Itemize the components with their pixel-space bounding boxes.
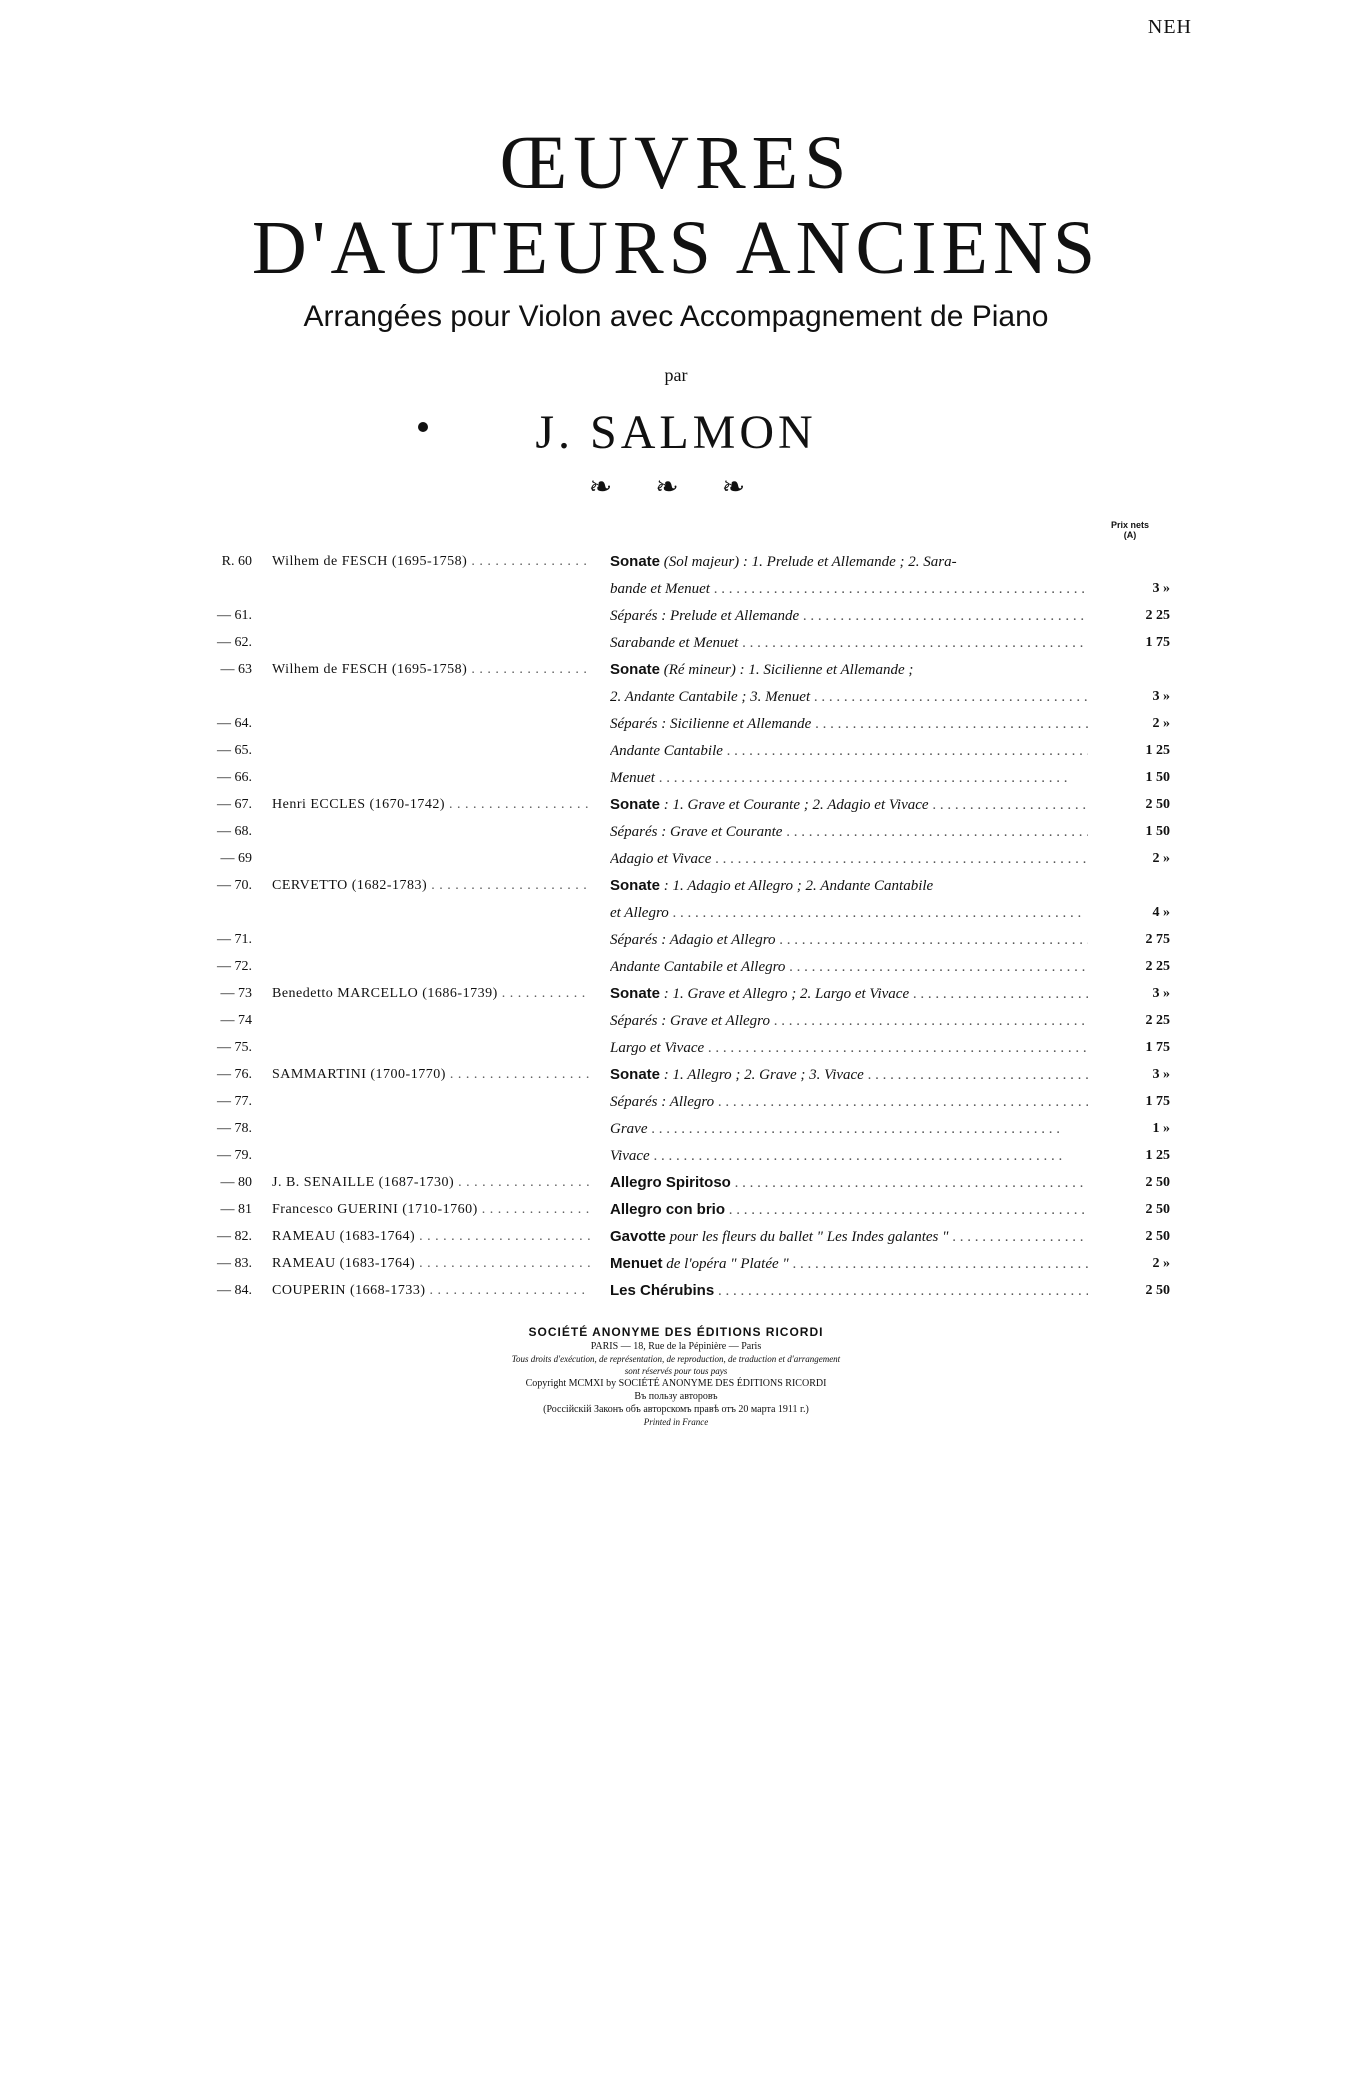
composer-name: RAMEAU (1683-1764) . . . — [272, 1250, 590, 1277]
piece-title — [610, 764, 1088, 792]
price: 1 75 — [1145, 1040, 1170, 1055]
piece-title — [610, 710, 1088, 738]
catalog-row — [0, 602, 1352, 629]
catalog-number: — 65. — [217, 743, 252, 758]
piece-form: Sonate — [610, 661, 661, 678]
catalog-number: — 81 — [220, 1202, 252, 1217]
piece-detail: 2. Andante Cantabile ; 3. Menuet — [610, 689, 811, 705]
catalog-number: — 84. — [217, 1283, 252, 1298]
piece-title — [610, 818, 1088, 846]
russian-line-2: (Россійскій Законъ объ авторскомъ правѣ отъ 20 марта 1911 г.) — [543, 1404, 809, 1415]
catalog-number: — 73 — [220, 986, 252, 1001]
piece-form: Les Chérubins — [610, 1282, 715, 1299]
piece-title — [610, 899, 1088, 927]
catalog-row — [0, 629, 1352, 656]
catalog-row — [0, 980, 1352, 1007]
piece-title — [610, 1034, 1088, 1062]
catalog-row — [0, 710, 1352, 737]
piece-title — [610, 629, 1088, 657]
price: 2 50 — [1145, 1202, 1170, 1217]
composer-name: Henri ECCLES (1670-1742) . . . — [272, 791, 590, 818]
price: 2 25 — [1145, 608, 1170, 623]
catalog-row — [0, 656, 1352, 683]
catalog-number: — 68. — [217, 824, 252, 839]
price: 2 75 — [1145, 932, 1170, 947]
piece-title — [610, 683, 1088, 711]
piece-title — [610, 1250, 1088, 1278]
catalog-number: — 75. — [217, 1040, 252, 1055]
composer-name: RAMEAU (1683-1764) . . . — [272, 1223, 590, 1250]
piece-form: Allegro Spiritoso — [610, 1174, 731, 1191]
piece-detail: Séparés : Grave et Allegro — [610, 1013, 770, 1029]
price: 3 » — [1152, 689, 1170, 704]
price: 1 25 — [1145, 743, 1170, 758]
piece-detail: Largo et Vivace — [610, 1040, 705, 1056]
price: 3 » — [1152, 581, 1170, 596]
catalog-number: — 76. — [217, 1067, 252, 1082]
catalog-number: — 74 — [220, 1013, 252, 1028]
catalog-row — [0, 1061, 1352, 1088]
price: 2 » — [1152, 851, 1170, 866]
catalog-row — [0, 1142, 1352, 1169]
catalog-row — [0, 926, 1352, 953]
composer-name: CERVETTO (1682-1783) . . . — [272, 872, 590, 899]
price: 1 25 — [1145, 1148, 1170, 1163]
piece-detail: : 1. Allegro ; 2. Grave ; 3. Vivace — [663, 1067, 864, 1083]
catalog-row — [0, 1034, 1352, 1061]
catalog-row — [0, 845, 1352, 872]
catalog-row — [0, 548, 1352, 575]
piece-detail: Séparés : Sicilienne et Allemande — [610, 716, 812, 732]
piece-form: Gavotte — [610, 1228, 666, 1245]
piece-title — [610, 575, 1088, 603]
catalog-row — [0, 791, 1352, 818]
catalog-number: — 71. — [217, 932, 252, 947]
piece-title — [610, 1277, 1088, 1305]
piece-detail: Menuet — [610, 770, 655, 786]
piece-title — [610, 1115, 1088, 1143]
piece-title — [610, 1061, 1088, 1089]
piece-detail: (Ré mineur) : 1. Sicilienne et Allemande ; — [663, 662, 914, 678]
piece-title — [610, 845, 1088, 873]
catalog-number: — 61. — [217, 608, 252, 623]
piece-title — [610, 1169, 1088, 1197]
catalog-number: — 62. — [217, 635, 252, 650]
price: 3 » — [1152, 986, 1170, 1001]
price: 2 50 — [1145, 1175, 1170, 1190]
piece-form: Sonate — [610, 985, 661, 1002]
catalog-number: — 78. — [217, 1121, 252, 1136]
price: 1 » — [1152, 1121, 1170, 1136]
corner-mark: NEH — [1147, 16, 1192, 38]
price: 2 50 — [1145, 1283, 1170, 1298]
catalog-number: — 70. — [217, 878, 252, 893]
piece-form: Sonate — [610, 877, 661, 894]
catalog-row — [0, 1277, 1352, 1304]
piece-detail: Séparés : Prelude et Allemande — [610, 608, 800, 624]
piece-detail: : 1. Adagio et Allegro ; 2. Andante Cantabile — [663, 878, 934, 894]
piece-title — [610, 1007, 1088, 1035]
catalog-row — [0, 1223, 1352, 1250]
piece-title — [610, 926, 1088, 954]
piece-form: Menuet — [610, 1255, 663, 1272]
catalog-number: — 80 — [220, 1175, 252, 1190]
catalog-row — [0, 1007, 1352, 1034]
piece-detail: : 1. Grave et Allegro ; 2. Largo et Vivace — [663, 986, 910, 1002]
piece-detail: Vivace — [610, 1148, 650, 1164]
piece-title — [610, 548, 1088, 576]
copyright-line: Copyright MCMXI by SOCIÉTÉ ANONYME DES ÉDITIONS RICORDI — [525, 1378, 827, 1389]
piece-detail: Sarabande et Menuet — [610, 635, 739, 651]
publisher-address: PARIS — 18, Rue de la Pépinière — Paris — [590, 1341, 762, 1352]
catalog-row — [0, 764, 1352, 791]
catalog-number: — 66. — [217, 770, 252, 785]
catalog-number: — 72. — [217, 959, 252, 974]
piece-detail: pour les fleurs du ballet " Les Indes galantes " — [669, 1229, 949, 1245]
catalog-number: — 67. — [217, 797, 252, 812]
catalog-number: — 79. — [217, 1148, 252, 1163]
composer-name: Francesco GUERINI (1710-1760) . . . — [272, 1196, 590, 1223]
piece-form: Sonate — [610, 553, 661, 570]
publisher-name: SOCIÉTÉ ANONYME DES ÉDITIONS RICORDI — [528, 1325, 824, 1339]
author-name: J. SALMON — [535, 406, 817, 459]
catalog-list — [0, 548, 1352, 1304]
catalog-row — [0, 872, 1352, 899]
rights-line-1: Tous droits d'exécution, de représentation, de reproduction, de traduction et d'arrangement — [511, 1354, 841, 1364]
catalog-row — [0, 818, 1352, 845]
catalog-row — [0, 1250, 1352, 1277]
price: 4 » — [1152, 905, 1170, 920]
piece-title — [610, 656, 1088, 684]
catalog-number: — 64. — [217, 716, 252, 731]
piece-detail: Séparés : Allegro — [610, 1094, 715, 1110]
catalog-row — [0, 1115, 1352, 1142]
piece-title — [610, 1196, 1088, 1224]
composer-name: SAMMARTINI (1700-1770) . . . — [272, 1061, 590, 1088]
price: 1 75 — [1145, 1094, 1170, 1109]
composer-name: J. B. SENAILLE (1687-1730) . . . — [272, 1169, 590, 1196]
price: 2 » — [1152, 716, 1170, 731]
price: 2 25 — [1145, 959, 1170, 974]
by-label: par — [664, 365, 688, 385]
piece-form: Sonate — [610, 1066, 661, 1083]
russian-line-1: Въ пользу авторовъ — [634, 1391, 718, 1402]
piece-title — [610, 872, 1088, 900]
price: 2 50 — [1145, 1229, 1170, 1244]
ornament-icon: ❧ ❧ ❧ — [588, 472, 764, 503]
piece-detail: bande et Menuet — [610, 581, 710, 597]
piece-detail: et Allegro — [610, 905, 669, 921]
rights-line-2: sont réservés pour tous pays — [624, 1366, 728, 1376]
price: 1 75 — [1145, 635, 1170, 650]
piece-detail: : 1. Grave et Courante ; 2. Adagio et Vivace — [663, 797, 929, 813]
price-header-sub: (A) — [1123, 530, 1137, 540]
page-title-line-1: ŒUVRES — [499, 121, 853, 205]
catalog-row — [0, 575, 1352, 602]
catalog-number: — 77. — [217, 1094, 252, 1109]
piece-form: Sonate — [610, 796, 661, 813]
piece-title — [610, 953, 1088, 981]
piece-detail: Séparés : Grave et Courante — [610, 824, 783, 840]
composer-name: Wilhem de FESCH (1695-1758) . . . — [272, 656, 590, 683]
piece-title — [610, 1142, 1088, 1170]
printed-in: Printed in France — [643, 1417, 709, 1427]
price: 2 50 — [1145, 797, 1170, 812]
price: 2 25 — [1145, 1013, 1170, 1028]
catalog-number: — 63 — [220, 662, 252, 677]
piece-detail: Adagio et Vivace — [610, 851, 712, 867]
price: 3 » — [1152, 1067, 1170, 1082]
subtitle: Arrangées pour Violon avec Accompagnement de Piano — [303, 300, 1049, 333]
composer-name: COUPERIN (1668-1733) . . . — [272, 1277, 590, 1304]
catalog-number: R. 60 — [221, 554, 252, 569]
catalog-row — [0, 1088, 1352, 1115]
catalog-row — [0, 1169, 1352, 1196]
piece-detail: (Sol majeur) : 1. Prelude et Allemande ; 2. Sara- — [663, 554, 957, 570]
catalog-row — [0, 953, 1352, 980]
price: 2 » — [1152, 1256, 1170, 1271]
piece-title — [610, 791, 1088, 819]
catalog-number: — 83. — [217, 1256, 252, 1271]
footer — [0, 1324, 1352, 1428]
piece-detail: Grave — [610, 1121, 648, 1137]
price-header-label: Prix nets — [1110, 520, 1150, 530]
page-title-line-2: D'AUTEURS ANCIENS — [251, 206, 1101, 290]
price: 1 50 — [1145, 770, 1170, 785]
piece-title — [610, 980, 1088, 1008]
price-header — [1100, 520, 1160, 540]
piece-detail: Andante Cantabile et Allegro — [610, 959, 786, 975]
catalog-row — [0, 1196, 1352, 1223]
catalog-row — [0, 683, 1352, 710]
piece-form: Allegro con brio — [610, 1201, 726, 1218]
piece-title — [610, 1088, 1088, 1116]
catalog-number: — 69 — [220, 851, 252, 866]
catalog-number: — 82. — [217, 1229, 252, 1244]
composer-name: Wilhem de FESCH (1695-1758) . . . — [272, 548, 590, 575]
composer-name: Benedetto MARCELLO (1686-1739) . . . — [272, 980, 590, 1007]
catalog-row — [0, 737, 1352, 764]
price: 1 50 — [1145, 824, 1170, 839]
piece-title — [610, 602, 1088, 630]
piece-detail: de l'opéra " Platée " — [666, 1256, 789, 1272]
piece-detail: Séparés : Adagio et Allegro — [610, 932, 776, 948]
catalog-row — [0, 899, 1352, 926]
piece-title — [610, 1223, 1088, 1251]
piece-detail: Andante Cantabile — [610, 743, 723, 759]
piece-title — [610, 737, 1088, 765]
